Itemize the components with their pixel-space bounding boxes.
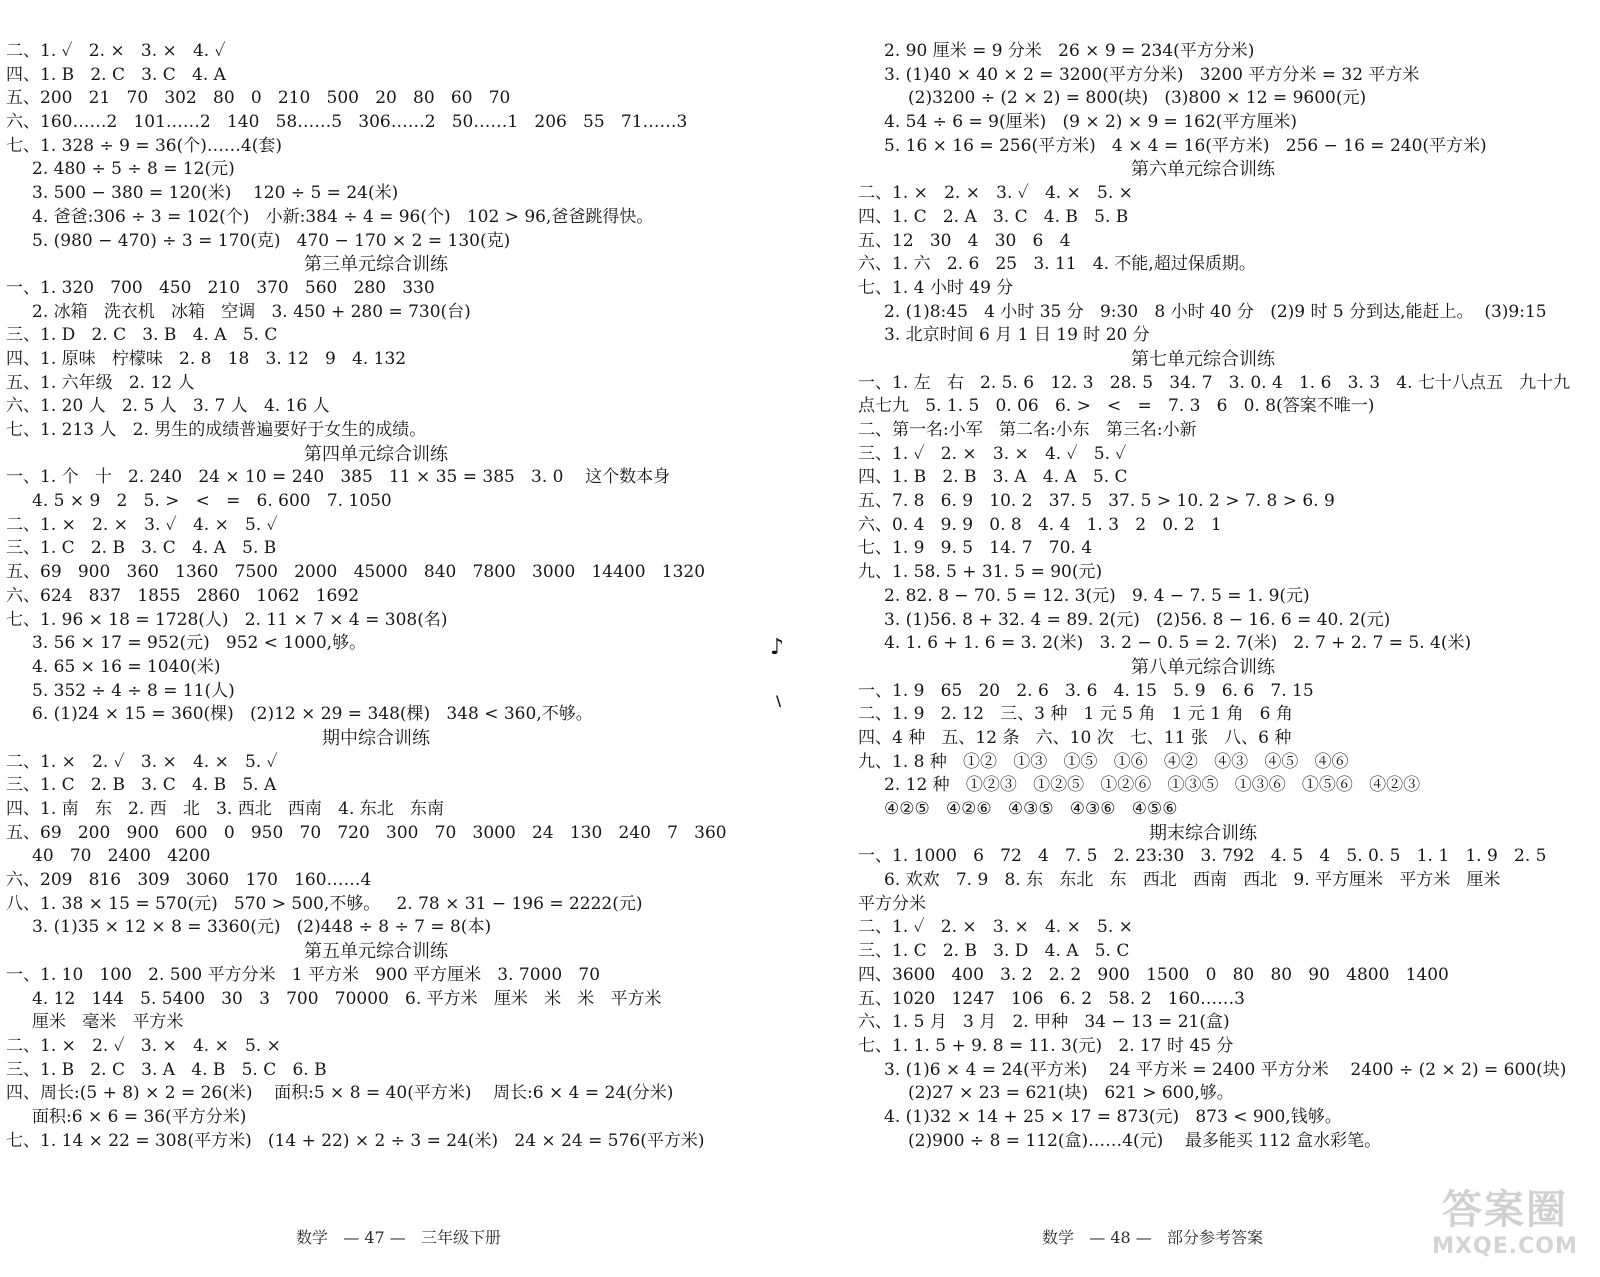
answer-line: 七、1. 328 ÷ 9 = 36(个)……4(套) (6, 135, 282, 156)
answer-line: 二、1. × 2. ✓ 3. × 4. × 5. × (6, 1035, 281, 1056)
answer-line: 二、1. × 2. ✓ 3. × 4. × 5. ✓ (6, 751, 278, 772)
answer-line: 面积:6 × 6 = 36(平方分米) (32, 1106, 247, 1127)
answer-line: 4. 5 × 9 2 5. > < = 6. 600 7. 1050 (32, 491, 392, 512)
right-page-column (858, 40, 1588, 1153)
answer-line: 4. 12 144 5. 5400 30 3 700 70000 6. 平方米 厘米 米 米 平方米 (32, 988, 662, 1009)
answer-line: 九、1. 58. 5 + 31. 5 = 90(元) (858, 562, 1103, 583)
answer-line: 四、1. 原味 柠檬味 2. 8 18 3. 12 9 4. 132 (6, 348, 407, 369)
answer-line: 四、周长:(5 + 8) × 2 = 26(米) 面积:5 × 8 = 40(平方米) 周长:6 × 4 = 24(分米) (6, 1083, 674, 1104)
answer-line: 6. (1)24 × 15 = 360(棵) (2)12 × 29 = 348(棵) 348 < 360,不够。 (32, 704, 593, 725)
section-heading: 第四单元综合训练 (304, 443, 448, 465)
answer-line: 六、1. 20 人 2. 5 人 3. 7 人 4. 16 人 (6, 396, 330, 417)
answer-line: 6. 欢欢 7. 9 8. 东 东北 东 西北 西南 西北 9. 平方厘米 平方米 厘米 (884, 870, 1501, 891)
answer-line: 七、1. 213 人 2. 男生的成绩普遍要好于女生的成绩。 (6, 420, 427, 440)
answer-line: 五、69 900 360 1360 7500 2000 45000 840 7800 3000 14400 1320 (6, 562, 706, 583)
answer-line: 2. (1)8:45 4 小时 35 分 9:30 8 小时 40 分 (2)9 时 5 分到达,能赶上。 (3)9:15 (884, 301, 1547, 322)
answer-line: 一、1. 10 100 2. 500 平方分米 1 平方米 900 平方厘米 3. 7000 70 (6, 964, 601, 985)
answer-line: 3. 北京时间 6 月 1 日 19 时 20 分 (884, 325, 1150, 346)
answer-line: (2)900 ÷ 8 = 112(盒)……4(元) 最多能买 112 盒水彩笔。 (908, 1130, 1382, 1151)
answer-line: 一、1. 左 右 2. 5. 6 12. 3 28. 5 34. 7 3. 0. 4 1. 6 3. 3 4. 七十八点五 九十九 (858, 372, 1571, 393)
answer-line: 2. 480 ÷ 5 ÷ 8 = 12(元) (32, 159, 235, 180)
watermark-site-text: MXQE.COM (1432, 1234, 1578, 1259)
answer-line: 5. 16 × 16 = 256(平方米) 4 × 4 = 16(平方米) 256 − 16 = 240(平方米) (884, 135, 1487, 156)
answer-line: 5. 352 ÷ 4 ÷ 8 = 11(人) (32, 680, 235, 701)
answer-line: 4. 65 × 16 = 1040(米) (32, 656, 221, 677)
left-page-column (6, 40, 766, 1153)
answer-line: 4. 爸爸:306 ÷ 3 = 102(个) 小新:384 ÷ 4 = 96(个) 102 > 96,爸爸跳得快。 (32, 206, 654, 227)
answer-line: 四、3600 400 3. 2 2. 2 900 1500 0 80 80 90 4800 1400 (858, 964, 1449, 985)
answer-line: 四、1. 南 东 2. 西 北 3. 西北 西南 4. 东北 东南 (6, 799, 444, 819)
answer-line: 三、1. D 2. C 3. B 4. A 5. C (6, 325, 278, 346)
answer-line: 3. (1)6 × 4 = 24(平方米) 24 平方米 = 2400 平方分米 2400 ÷ (2 × 2) = 600(块) (884, 1059, 1567, 1080)
answer-line: 六、1. 六 2. 6 25 3. 11 4. 不能,超过保质期。 (858, 254, 1256, 275)
answer-line: 五、200 21 70 302 80 0 210 500 20 80 60 70 (6, 88, 511, 109)
answer-line: 七、1. 96 × 18 = 1728(人) 2. 11 × 7 × 4 = 308(名) (6, 609, 448, 630)
answer-line: ④②⑤ ④②⑥ ④③⑤ ④③⑥ ④⑤⑥ (884, 799, 1178, 819)
answer-line: 二、1. × 2. × 3. ✓ 4. × 5. ✓ (6, 514, 278, 535)
answer-line: 厘米 毫米 平方米 (32, 1012, 184, 1033)
answer-line: 2. 90 厘米 = 9 分米 26 × 9 = 234(平方分米) (884, 41, 1255, 61)
answer-line: 五、69 200 900 600 0 950 70 720 300 70 3000 24 130 240 7 360 (6, 822, 727, 843)
answer-line: 2. 冰箱 洗衣机 冰箱 空调 3. 450 + 280 = 730(台) (32, 301, 471, 322)
section-heading: 期末综合训练 (1149, 822, 1257, 844)
answer-line: 三、1. B 2. C 3. A 4. B 5. C 6. B (6, 1059, 327, 1080)
watermark-logo (1420, 1186, 1590, 1268)
answer-line: 六、624 837 1855 2860 1062 1692 (6, 585, 360, 606)
answer-line: 七、1. 4 小时 49 分 (858, 277, 1014, 298)
answer-line: 5. (980 − 470) ÷ 3 = 170(克) 470 − 170 × 2 = 130(克) (32, 230, 511, 251)
answer-line: 四、1. C 2. A 3. C 4. B 5. B (858, 206, 1129, 227)
answer-line: 七、1. 1. 5 + 9. 8 = 11. 3(元) 2. 17 时 45 分 (858, 1035, 1234, 1056)
answer-line: (2)27 × 23 = 621(块) 621 > 600,够。 (908, 1083, 1234, 1104)
answer-line: 二、第一名:小军 第二名:小东 第三名:小新 (858, 420, 1197, 440)
section-heading: 第八单元综合训练 (1131, 656, 1275, 678)
answer-line: 3. (1)35 × 12 × 8 = 3360(元) (2)448 ÷ 8 ÷ 7 = 8(本) (32, 917, 492, 938)
answer-line: 3. 500 − 380 = 120(米) 120 ÷ 5 = 24(米) (32, 183, 399, 204)
section-heading: 第六单元综合训练 (1131, 159, 1275, 181)
answer-line: 四、1. B 2. C 3. C 4. A (6, 64, 226, 85)
answer-line: 五、1020 1247 106 6. 2 58. 2 160……3 (858, 988, 1245, 1009)
answer-line: 4. (1)32 × 14 + 25 × 17 = 873(元) 873 < 900,钱够。 (884, 1106, 1342, 1127)
answer-line: 六、209 816 309 3060 170 160……4 (6, 870, 372, 891)
answer-line: 四、1. B 2. B 3. A 4. A 5. C (858, 467, 1128, 488)
section-heading: 第七单元综合训练 (1131, 348, 1275, 370)
watermark-logo-text: 答案圈 (1442, 1187, 1568, 1233)
section-heading: 期中综合训练 (322, 727, 430, 749)
answer-line: 五、7. 8 6. 9 10. 2 37. 5 37. 5 > 10. 2 > 7. 8 > 6. 9 (858, 491, 1335, 512)
answer-line: 七、1. 14 × 22 = 308(平方米) (14 + 22) × 2 ÷ 3 = 24(米) 24 × 24 = 576(平方米) (6, 1130, 705, 1151)
answer-line: 五、1. 六年级 2. 12 人 (6, 372, 195, 393)
answer-line: 六、0. 4 9. 9 0. 8 4. 4 1. 3 2 0. 2 1 (858, 514, 1222, 535)
page-footer-right: 数学 — 48 — 部分参考答案 (1042, 1228, 1264, 1247)
answer-line: 3. (1)40 × 40 × 2 = 3200(平方分米) 3200 平方分米 = 32 平方米 (884, 64, 1420, 85)
answer-line: 九、1. 8 种 ①② ①③ ①⑤ ①⑥ ④② ④③ ④⑤ ④⑥ (858, 751, 1349, 772)
answer-line: 二、1. ✓ 2. × 3. × 4. × 5. × (858, 917, 1133, 938)
answer-line: 二、1. × 2. × 3. ✓ 4. × 5. × (858, 183, 1133, 204)
answer-line: 五、12 30 4 30 6 4 (858, 230, 1071, 251)
answer-line: 一、1. 320 700 450 210 370 560 280 330 (6, 277, 435, 298)
answer-line: (2)3200 ÷ (2 × 2) = 800(块) (3)800 × 12 = 9600(元) (908, 88, 1367, 109)
answer-line: 一、1. 个 十 2. 240 24 × 10 = 240 385 11 × 35 = 385 3. 0 这个数本身 (6, 467, 671, 488)
answer-line: 2. 82. 8 − 70. 5 = 12. 3(元) 9. 4 − 7. 5 = 1. 9(元) (884, 585, 1310, 606)
answer-line: 3. 56 × 17 = 952(元) 952 < 1000,够。 (32, 633, 367, 654)
answer-line: 四、4 种 五、12 条 六、10 次 七、11 张 八、6 种 (858, 727, 1292, 748)
section-heading: 第三单元综合训练 (304, 254, 448, 276)
answer-line: 六、160……2 101……2 140 58……5 306……2 50……1 206 55 71……3 (6, 112, 688, 133)
answer-line: 三、1. ✓ 2. × 3. × 4. ✓ 5. ✓ (858, 443, 1127, 464)
answer-line: 六、1. 5 月 3 月 2. 甲种 34 − 13 = 21(盒) (858, 1012, 1230, 1033)
answer-line: 4. 1. 6 + 1. 6 = 3. 2(米) 3. 2 − 0. 5 = 2. 7(米) 2. 7 + 2. 7 = 5. 4(米) (884, 633, 1472, 654)
answer-line: 一、1. 1000 6 72 4 7. 5 2. 23:30 3. 792 4. 5 4 5. 0. 5 1. 1 1. 9 2. 5 (858, 846, 1547, 867)
page-footer-left: 数学 — 47 — 三年级下册 (296, 1228, 502, 1247)
answer-line: 4. 54 ÷ 6 = 9(厘米) (9 × 2) × 9 = 162(平方厘米) (884, 112, 1298, 133)
scan-mark-bottom: \ (776, 694, 782, 710)
answer-line: 三、1. C 2. B 3. D 4. A 5. C (858, 941, 1130, 962)
answer-line: 40 70 2400 4200 (32, 846, 211, 867)
answer-line: 八、1. 38 × 15 = 570(元) 570 > 500,不够。 2. 78 × 31 − 196 = 2222(元) (6, 893, 643, 914)
section-heading: 第五单元综合训练 (304, 941, 448, 963)
answer-line: 二、1. ✓ 2. × 3. × 4. ✓ (6, 41, 226, 61)
answer-line: 三、1. C 2. B 3. C 4. A 5. B (6, 538, 277, 559)
answer-line: 平方分米 (858, 893, 926, 914)
answer-line: 2. 12 种 ①②③ ①②⑤ ①②⑥ ①③⑤ ①③⑥ ①⑤⑥ ④②③ (884, 775, 1421, 796)
scan-mark-top: ♪ (770, 634, 785, 660)
answer-line: 一、1. 9 65 20 2. 6 3. 6 4. 15 5. 9 6. 6 7. 15 (858, 680, 1314, 701)
answer-line: 3. (1)56. 8 + 32. 4 = 89. 2(元) (2)56. 8 − 16. 6 = 40. 2(元) (884, 609, 1391, 630)
answer-line: 三、1. C 2. B 3. C 4. B 5. A (6, 775, 277, 796)
answer-line: 七、1. 9 9. 5 14. 7 70. 4 (858, 538, 1093, 559)
answer-line: 二、1. 9 2. 12 三、3 种 1 元 5 角 1 元 1 角 6 角 (858, 704, 1293, 725)
answer-line: 点七九 5. 1. 5 0. 06 6. > < = 7. 3 6 0. 8(答案不唯一) (858, 396, 1375, 417)
